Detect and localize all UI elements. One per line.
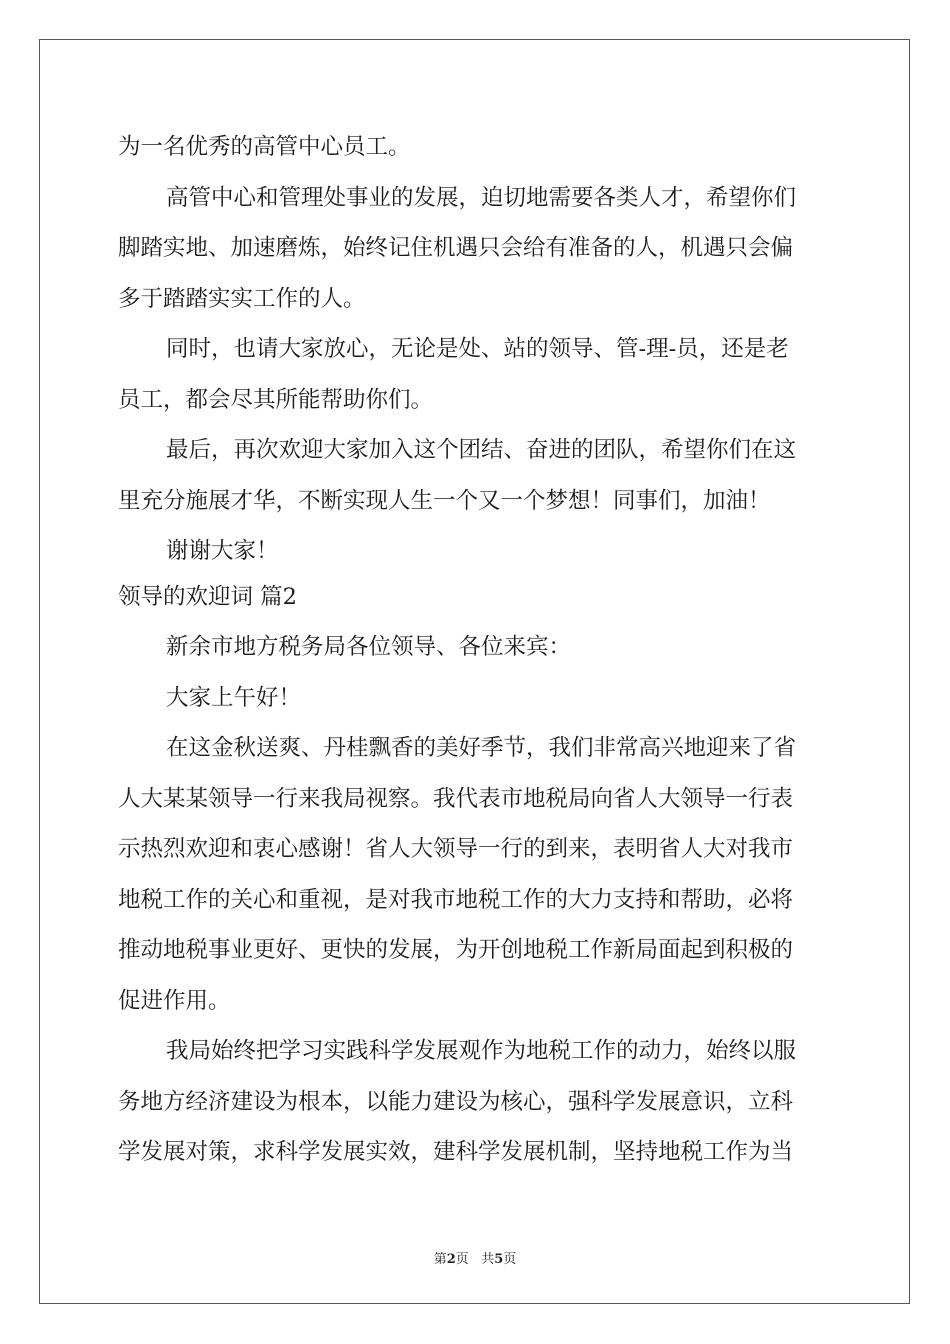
paragraph-line: 同时，也请大家放心，无论是处、站的领导、管-理-员，还是老 [166, 336, 789, 362]
salutation-line: 新余市地方税务局各位领导、各位来宾： [166, 634, 572, 660]
paragraph-line: 最后，再次欢迎大家加入这个团结、奋进的团队，希望你们在这 [166, 437, 797, 463]
text-line: 多于踏踏实实工作的人。 [118, 286, 366, 312]
text-line: 里充分施展才华，不断实现人生一个又一个梦想！同事们，加油！ [118, 488, 771, 514]
paragraph-line: 谢谢大家！ [166, 538, 279, 564]
text-line: 为一名优秀的高管中心员工。 [118, 134, 411, 160]
text-line: 务地方经济建设为根本，以能力建设为核心，强科学发展意识，立科 [118, 1089, 794, 1115]
section-heading: 领导的欢迎词 篇2 [118, 584, 297, 610]
paragraph-line: 在这金秋送爽、丹桂飘香的美好季节，我们非常高兴地迎来了省 [166, 735, 797, 761]
paragraph-line: 我局始终把学习实践科学发展观作为地税工作的动力，始终以服 [166, 1038, 797, 1064]
total-prefix: 共 [481, 1252, 495, 1267]
paragraph-line: 高管中心和管理处事业的发展，迫切地需要各类人才，希望你们 [166, 185, 797, 211]
text-line: 学发展对策，求科学发展实效，建科学发展机制，坚持地税工作为当 [118, 1139, 794, 1165]
text-line: 促进作用。 [118, 988, 231, 1014]
text-line: 示热烈欢迎和衷心感谢！省人大领导一行的到来，表明省人大对我市 [118, 836, 794, 862]
text-line: 脚踏实地、加速磨炼，始终记住机遇只会给有准备的人，机遇只会偏 [118, 235, 794, 261]
text-line: 员工，都会尽其所能帮助你们。 [118, 387, 434, 413]
total-suffix: 页 [503, 1252, 517, 1267]
text-line: 地税工作的关心和重视，是对我市地税工作的大力支持和帮助，必将 [118, 887, 794, 913]
text-line: 推动地税事业更好、更快的发展，为开创地税工作新局面起到积极的 [118, 937, 794, 963]
total-pages: 5 [494, 1252, 504, 1267]
greeting-line: 大家上午好！ [166, 685, 302, 711]
text-line: 人大某某领导一行来我局视察。我代表市地税局向省人大领导一行表 [118, 786, 794, 812]
page-suffix: 页 [455, 1252, 469, 1267]
page-number: 2 [446, 1252, 456, 1267]
page-prefix: 第 [433, 1252, 447, 1267]
page-footer [0, 1248, 950, 1267]
